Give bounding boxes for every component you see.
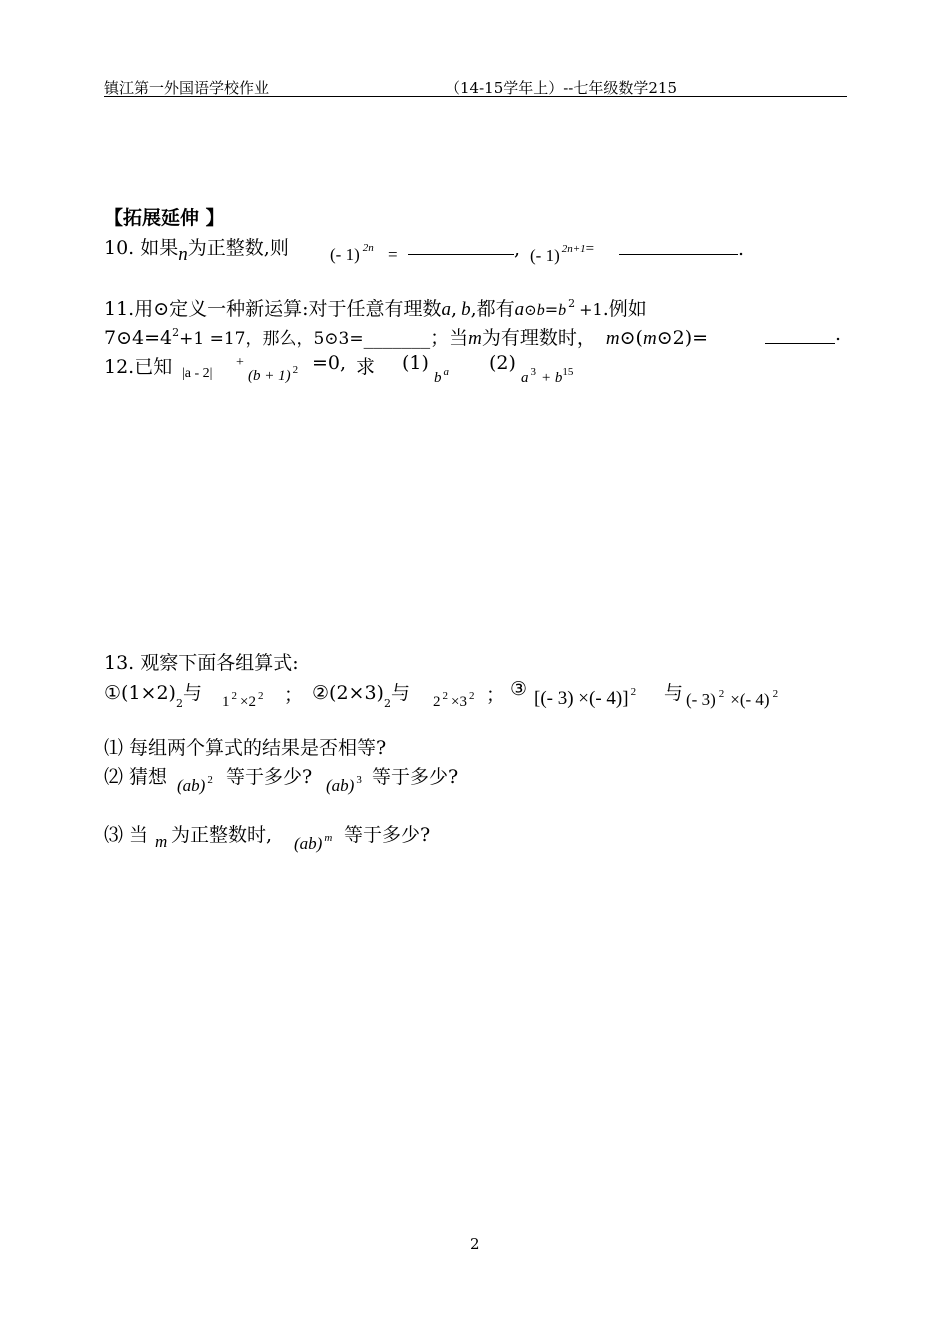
q11-sep: , — [451, 298, 458, 320]
q13-g2-rhs-a: 2 — [433, 694, 441, 710]
q10-answer-blank-1[interactable] — [408, 254, 514, 255]
question-10 — [104, 233, 289, 265]
q13-g2-times: ×3 — [451, 694, 467, 710]
q12-a3-exponent: 3 — [530, 366, 536, 378]
q12-a-exponent: a — [443, 366, 449, 378]
q13-g3-yu: 与 — [664, 682, 684, 704]
question-12: 12.已知 — [104, 356, 173, 378]
q13-g1-rhs — [222, 690, 264, 711]
q13-semicolon-2: ； — [486, 684, 506, 706]
q10-expr2 — [530, 241, 595, 266]
q13-ab3-base: (ab) — [326, 776, 355, 795]
q12-sq-exponent: 2 — [292, 364, 299, 376]
q13-g2-rhs — [433, 690, 475, 711]
q13-ab3 — [326, 776, 362, 796]
q13-ab2-exponent: 2 — [207, 774, 213, 786]
q10-expr2-base: (- 1) — [530, 246, 560, 265]
q13-g1-rhs-b-exp: 2 — [257, 690, 264, 702]
q13-sub2-b: 等于多少? — [226, 766, 313, 788]
q13-group-3-label: ③ — [510, 678, 528, 700]
q13-sub3-b: 为正整数时, — [171, 824, 273, 846]
q10-number: 10. — [104, 237, 135, 259]
q11-line2-b: +1 =17，那么，5⊙3= — [179, 329, 364, 349]
q11-line2-a: 7⊙4=4 — [104, 327, 173, 349]
q13-sub-2 — [104, 762, 167, 789]
q11-plus1: +1 — [579, 300, 603, 319]
q12-part2-expr — [521, 366, 574, 387]
q13-g1-expr: ①(1×2) — [104, 682, 176, 704]
q13-ab2 — [177, 776, 213, 796]
q11-sq: 2 — [568, 297, 576, 310]
q13-g3-expr — [534, 688, 636, 710]
q11-odot: ⊙ — [524, 301, 537, 319]
q13-g3-base: [(- 3) ×(- 4)] — [534, 688, 629, 709]
q13-abm — [294, 834, 332, 854]
q11-answer-blank-1[interactable]: _______ — [363, 327, 431, 349]
q12-abs-expr: |a - 2| — [182, 366, 213, 381]
q13-g2-yu: 与 — [390, 682, 410, 704]
q11-expr-mid: ⊙( — [619, 327, 643, 349]
q13-g3-exponent: 2 — [630, 686, 637, 698]
q13-sub3-c: 等于多少? — [344, 824, 431, 846]
q10-expr1-base: (- 1) — [330, 245, 360, 264]
header-school: 镇江第一外国语学校作业 — [104, 79, 270, 97]
q13-g1-exponent: 2 — [175, 697, 183, 710]
q11-line2-d: 为有理数时， — [481, 327, 596, 349]
q13-g2-exponent: 2 — [383, 697, 391, 710]
q10-expr2-exponent: 2n+1 — [561, 243, 586, 255]
q10-eq1: = — [387, 245, 398, 264]
q11-expr-m: m — [605, 328, 620, 349]
q13-sub2-a: ⑵ 猜想 — [104, 766, 168, 788]
q13-g3-rhs-a-exp: 2 — [718, 688, 725, 700]
q12-plus: + — [236, 355, 244, 370]
q12-b15-exponent: 15 — [562, 366, 574, 378]
q13-abm-exponent: m — [324, 832, 333, 844]
q13-g1-yu: 与 — [182, 682, 202, 704]
q13-sub-3 — [104, 820, 148, 847]
q11-expr-m2: m — [642, 328, 657, 349]
q10-answer-blank-2[interactable] — [619, 254, 738, 255]
q12-b: b — [434, 370, 442, 386]
q13-g3-rhs-a: (- 3) — [686, 690, 716, 709]
q13-sub3-a: ⑶ 当 — [104, 824, 149, 846]
q11-period: . — [835, 323, 842, 345]
question-13-intro: 13. 观察下面各组算式: — [104, 652, 299, 674]
q11-eq: = — [544, 300, 559, 319]
q12-qiu: 求 — [356, 356, 376, 378]
q11-text-b: ,都有 — [470, 298, 515, 320]
q10-expr1-exponent: 2n — [362, 242, 374, 254]
q12-a3: a — [521, 370, 529, 386]
q11-line2-c: ；当 — [430, 327, 469, 349]
q13-semicolon-1: ； — [284, 684, 304, 706]
q13-g1-rhs-a-exp: 2 — [231, 690, 237, 702]
q12-part1-expr — [434, 366, 449, 387]
q13-g3-times: ×(- 4) — [730, 690, 770, 709]
q10-eq2: = — [585, 241, 595, 257]
q13-g3-rhs-b-exp: 2 — [772, 688, 779, 700]
q11-expr-end: ⊙2)= — [656, 327, 709, 349]
q12-eq0: =0, — [312, 352, 347, 374]
q10-comma: , — [514, 238, 521, 260]
q11-rule-b2: b — [558, 302, 567, 319]
q13-abm-base: (ab) — [294, 834, 323, 853]
q11-a: a — [441, 299, 452, 320]
q12-plus-b: + b — [541, 370, 563, 386]
q11-rule-b: b — [536, 302, 545, 319]
q10-text2: 为正整数,则 — [187, 237, 289, 259]
q11-answer-blank-2[interactable] — [765, 343, 835, 344]
question-11-line-2 — [104, 323, 708, 350]
q13-g2-rhs-b-exp: 2 — [468, 690, 475, 702]
q10-expr1 — [330, 242, 398, 265]
q13-sub3-m: m — [155, 832, 168, 851]
q13-g1-rhs-a: 1 — [222, 694, 230, 710]
header-course: （14-15学年上）--七年级数学215 — [445, 79, 678, 97]
q10-n: n — [178, 244, 188, 265]
q13-g1-times: ×2 — [240, 694, 256, 710]
q12-part1-label: (1) — [402, 352, 429, 374]
q12-sq-expr — [248, 364, 299, 385]
q12-sq-base: (b + 1) — [248, 368, 291, 384]
section-title: 【拓展延伸 】 — [104, 207, 225, 229]
q11-m: m — [468, 328, 482, 349]
q13-ab2-base: (ab) — [177, 776, 206, 795]
page-number: 2 — [470, 1235, 480, 1253]
q10-text1: 如果 — [140, 237, 179, 259]
q12-part2-label: (2) — [489, 352, 516, 374]
header-rule — [104, 96, 847, 97]
q11-text-a: 11.用⊙定义一种新运算:对于任意有理数 — [104, 298, 442, 320]
q11-rule-a: a — [514, 299, 525, 320]
q11-text-c: .例如 — [602, 298, 647, 320]
q13-g2-expr: ②(2×3) — [312, 682, 384, 704]
q13-sub2-c: 等于多少? — [372, 766, 459, 788]
q11-line2-sq: 2 — [172, 326, 180, 339]
q13-group-1 — [104, 678, 202, 710]
q10-period: . — [738, 238, 745, 260]
q13-g2-rhs-a-exp: 2 — [442, 690, 448, 702]
q13-ab3-exponent: 3 — [356, 774, 362, 786]
q13-sub-1: ⑴ 每组两个算式的结果是否相等? — [104, 737, 387, 759]
q13-group-2 — [312, 678, 410, 710]
question-11-line-1 — [104, 294, 647, 321]
q11-b: b — [461, 299, 471, 320]
q13-g3-rhs — [686, 690, 778, 710]
